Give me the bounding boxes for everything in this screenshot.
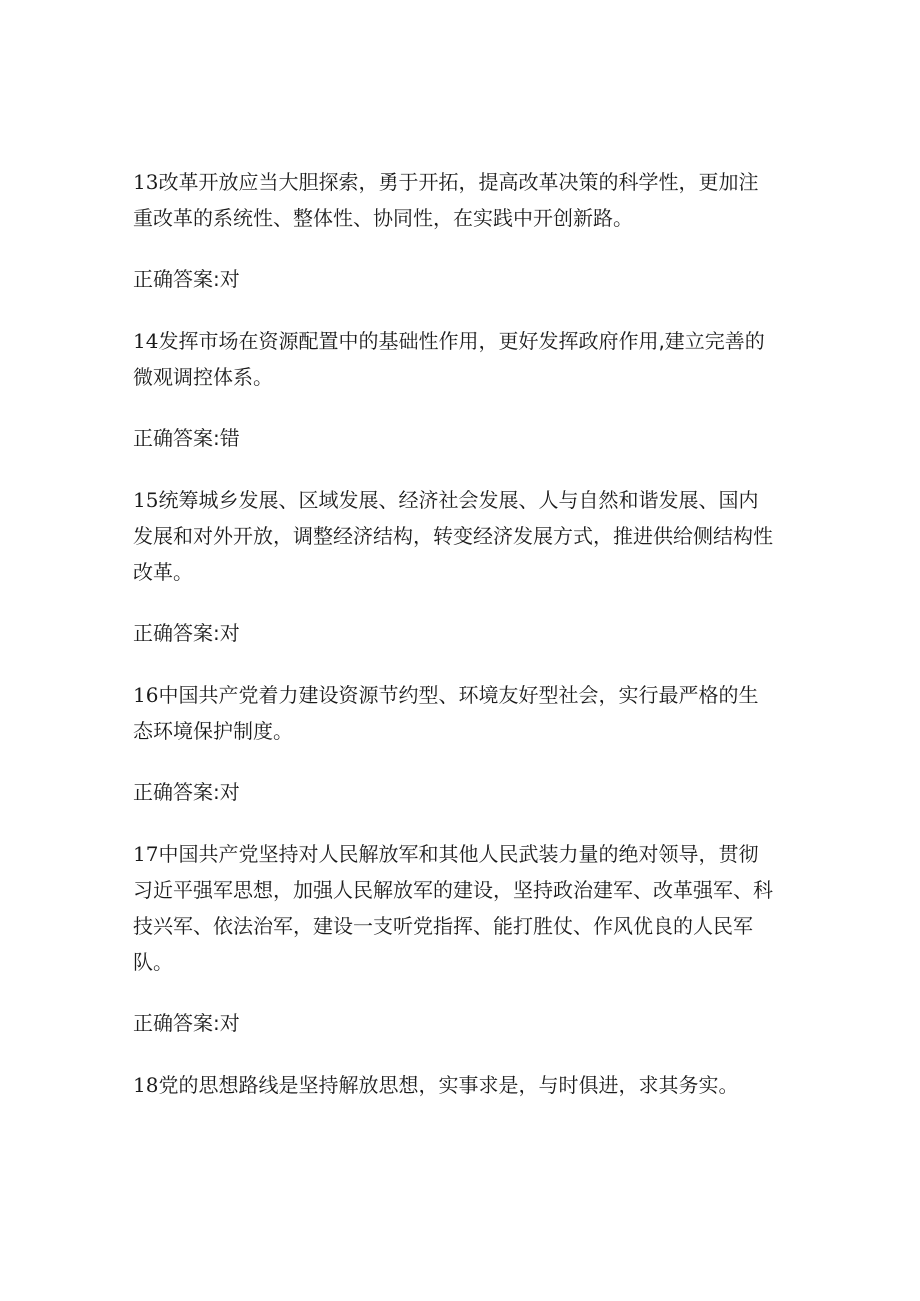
- question-number: 15: [133, 488, 159, 512]
- question-text: 中国共产党坚持对人民解放军和其他人民武装力量的绝对领导，贯彻习近平强军思想，加强人民解放军的建设，坚持政治建军、改革强军、科技兴军、依法治军，建设一支听党指挥、能打胜仗、作风优良的人民军队。: [133, 842, 773, 974]
- question-17: [133, 836, 773, 980]
- question-number: 18: [133, 1073, 159, 1097]
- question-list: [133, 164, 773, 1103]
- question-number: 14: [133, 329, 159, 353]
- question-16: [133, 677, 773, 749]
- question-text: 发挥市场在资源配置中的基础性作用，更好发挥政府作用,建立完善的微观调控体系。: [133, 329, 765, 389]
- question-text: 改革开放应当大胆探索，勇于开拓，提高改革决策的科学性，更加注重改革的系统性、整体性、协同性，在实践中开创新路。: [133, 170, 759, 230]
- question-14: [133, 323, 773, 395]
- question-number: 17: [133, 842, 159, 866]
- question-text: 统筹城乡发展、区域发展、经济社会发展、人与自然和谐发展、国内发展和对外开放，调整经济结构，转变经济发展方式，推进供给侧结构性改革。: [133, 488, 773, 584]
- answer-17: 正确答案:对: [133, 1011, 240, 1035]
- question-number: 13: [133, 170, 159, 194]
- question-18: [133, 1067, 773, 1103]
- question-15: [133, 482, 773, 590]
- question-13: [133, 164, 773, 236]
- answer-13: 正确答案:对: [133, 267, 240, 291]
- question-text: 党的思想路线是坚持解放思想，实事求是，与时俱进，求其务实。: [158, 1073, 739, 1097]
- question-number: 16: [133, 683, 159, 707]
- answer-16: 正确答案:对: [133, 780, 240, 804]
- answer-15: 正确答案:对: [133, 621, 240, 645]
- answer-14: 正确答案:错: [133, 426, 240, 450]
- question-text: 中国共产党着力建设资源节约型、环境友好型社会，实行最严格的生态环境保护制度。: [133, 683, 759, 743]
